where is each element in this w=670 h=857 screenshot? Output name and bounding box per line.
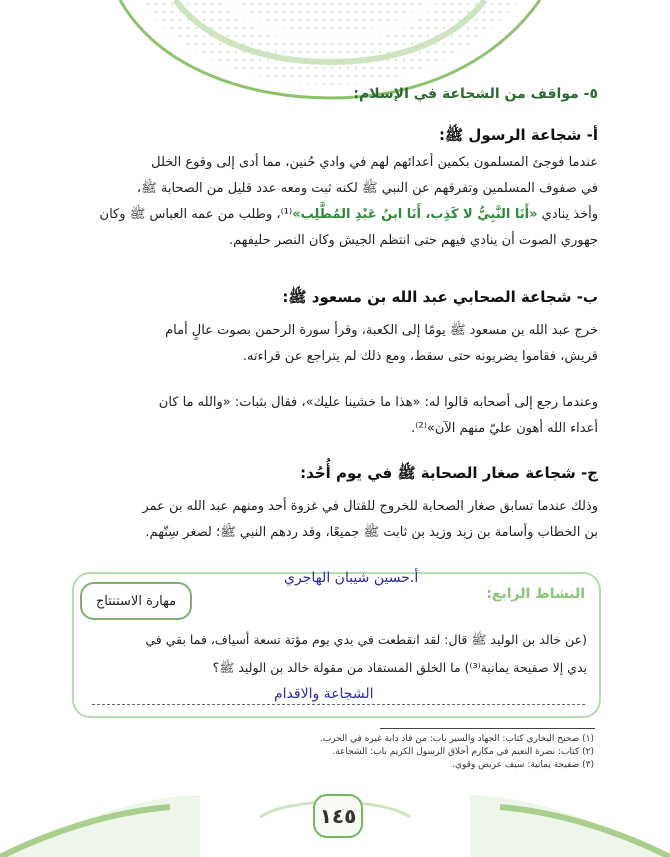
part-c-line-2: بن الخطاب وأسامة بن زيد وزيد بن ثابت ﷺ جميعًا، وقد ردهم النبي ﷺ؛ لصغر سِنّهم. — [145, 525, 598, 540]
skill-badge: مهارة الاستنتاج — [80, 582, 192, 620]
part-c-paragraph — [73, 494, 598, 546]
part-a-paragraph — [73, 150, 598, 254]
part-c-heading: ج- شجاعة صغار الصحابة ﷺ في يوم أُحُد: — [300, 464, 598, 482]
footnote-divider — [380, 728, 595, 729]
part-b-line-3: وعندما رجع إلى أصحابه قالوا له: «هذا ما خشينا عليك»، فقال بثبات: «والله ما كان — [158, 395, 598, 410]
part-a-line-3-end: ⁽¹⁾، وطلب من عمه العباس ﷺ وكان — [99, 207, 293, 222]
student-name[interactable]: أ.حسين شيبان الهاجري — [284, 570, 419, 586]
section-title: ٥- مواقف من الشجاعة في الإسلام: — [353, 86, 598, 102]
activity-line-1: (عن خالد بن الوليد ﷺ قال: لقد انقطعت في يدي يوم مؤتة تسعة أسياف، فما بقي في — [145, 632, 587, 647]
part-b-paragraph-2 — [73, 390, 598, 442]
part-a-line-3 — [73, 202, 598, 228]
activity-title: النشاط الرابع: — [486, 586, 585, 602]
part-a-line-1: عندما فوجئ المسلمون بكمين أعدائهم لهم في وادي حُنين، مما أدى إلى وقوع الخلل — [151, 155, 598, 170]
activity-box — [72, 572, 601, 718]
answer-line — [92, 704, 585, 705]
part-a-line-4: جهوري الصوت أن ينادي فيهم حتى انتظم الجيش وكان النصر حليفهم. — [229, 233, 598, 248]
part-b-paragraph-1 — [73, 318, 598, 370]
part-b-line-4: أعداء الله أهون عليّ منهم الآن»⁽²⁾. — [411, 421, 598, 436]
activity-line-2: يدي إلا صفيحة يمانية⁽³⁾) ما الخلق المستفاد من مقولة خالد بن الوليد ﷺ؟ — [212, 660, 587, 675]
answer-text[interactable]: الشجاعة والاقدام — [274, 686, 374, 702]
header-decoration — [0, 0, 670, 130]
activity-question — [86, 626, 587, 682]
part-c-line-1: وذلك عندما تسابق صغار الصحابة للخروج للقتال في غزوة أحد ومنهم عبد الله بن عمر — [142, 499, 598, 514]
part-b-heading: ب- شجاعة الصحابي عبد الله بن مسعود ﷺ: — [282, 288, 598, 306]
footnote-1: (١) صحيح البخاري كتاب: الجهاد والسير باب: من قاد دابة غيره في الحرب. — [319, 734, 594, 744]
footnote-2: (٢) كتاب: نضرة النعيم في مكارم أخلاق الرسول الكريم باب: الشجاعة. — [332, 747, 594, 757]
part-a-line-3-start: وأخذ ينادي — [537, 207, 598, 222]
part-b-line-2: قريش، فقاموا يضربونه حتى سقط، ومع ذلك لم يتراجع عن قراءته. — [242, 349, 598, 364]
part-a-line-2: في صفوف المسلمين وتفرقهم عن النبي ﷺ لكنه ثبت ومعه عدد قليل من الصحابة ﷺ، — [136, 181, 598, 196]
part-b-line-1: خرج عبد الله بن مسعود ﷺ يومًا إلى الكعبة، وقرأ سورة الرحمن بصوت عالٍ أمام — [165, 323, 598, 338]
part-a-heading: أ- شجاعة الرسول ﷺ: — [439, 126, 598, 144]
footnote-3: (٣) صفيحة يمانية: سيف عريض وقوي. — [452, 760, 594, 770]
page-number: ١٤٥ — [313, 794, 363, 838]
prophet-quote: «أَنَا النَّبِيُّ لا كَذِب، أَنَا ابنُ عَبْدِ المُطَّلِب» — [292, 207, 538, 222]
